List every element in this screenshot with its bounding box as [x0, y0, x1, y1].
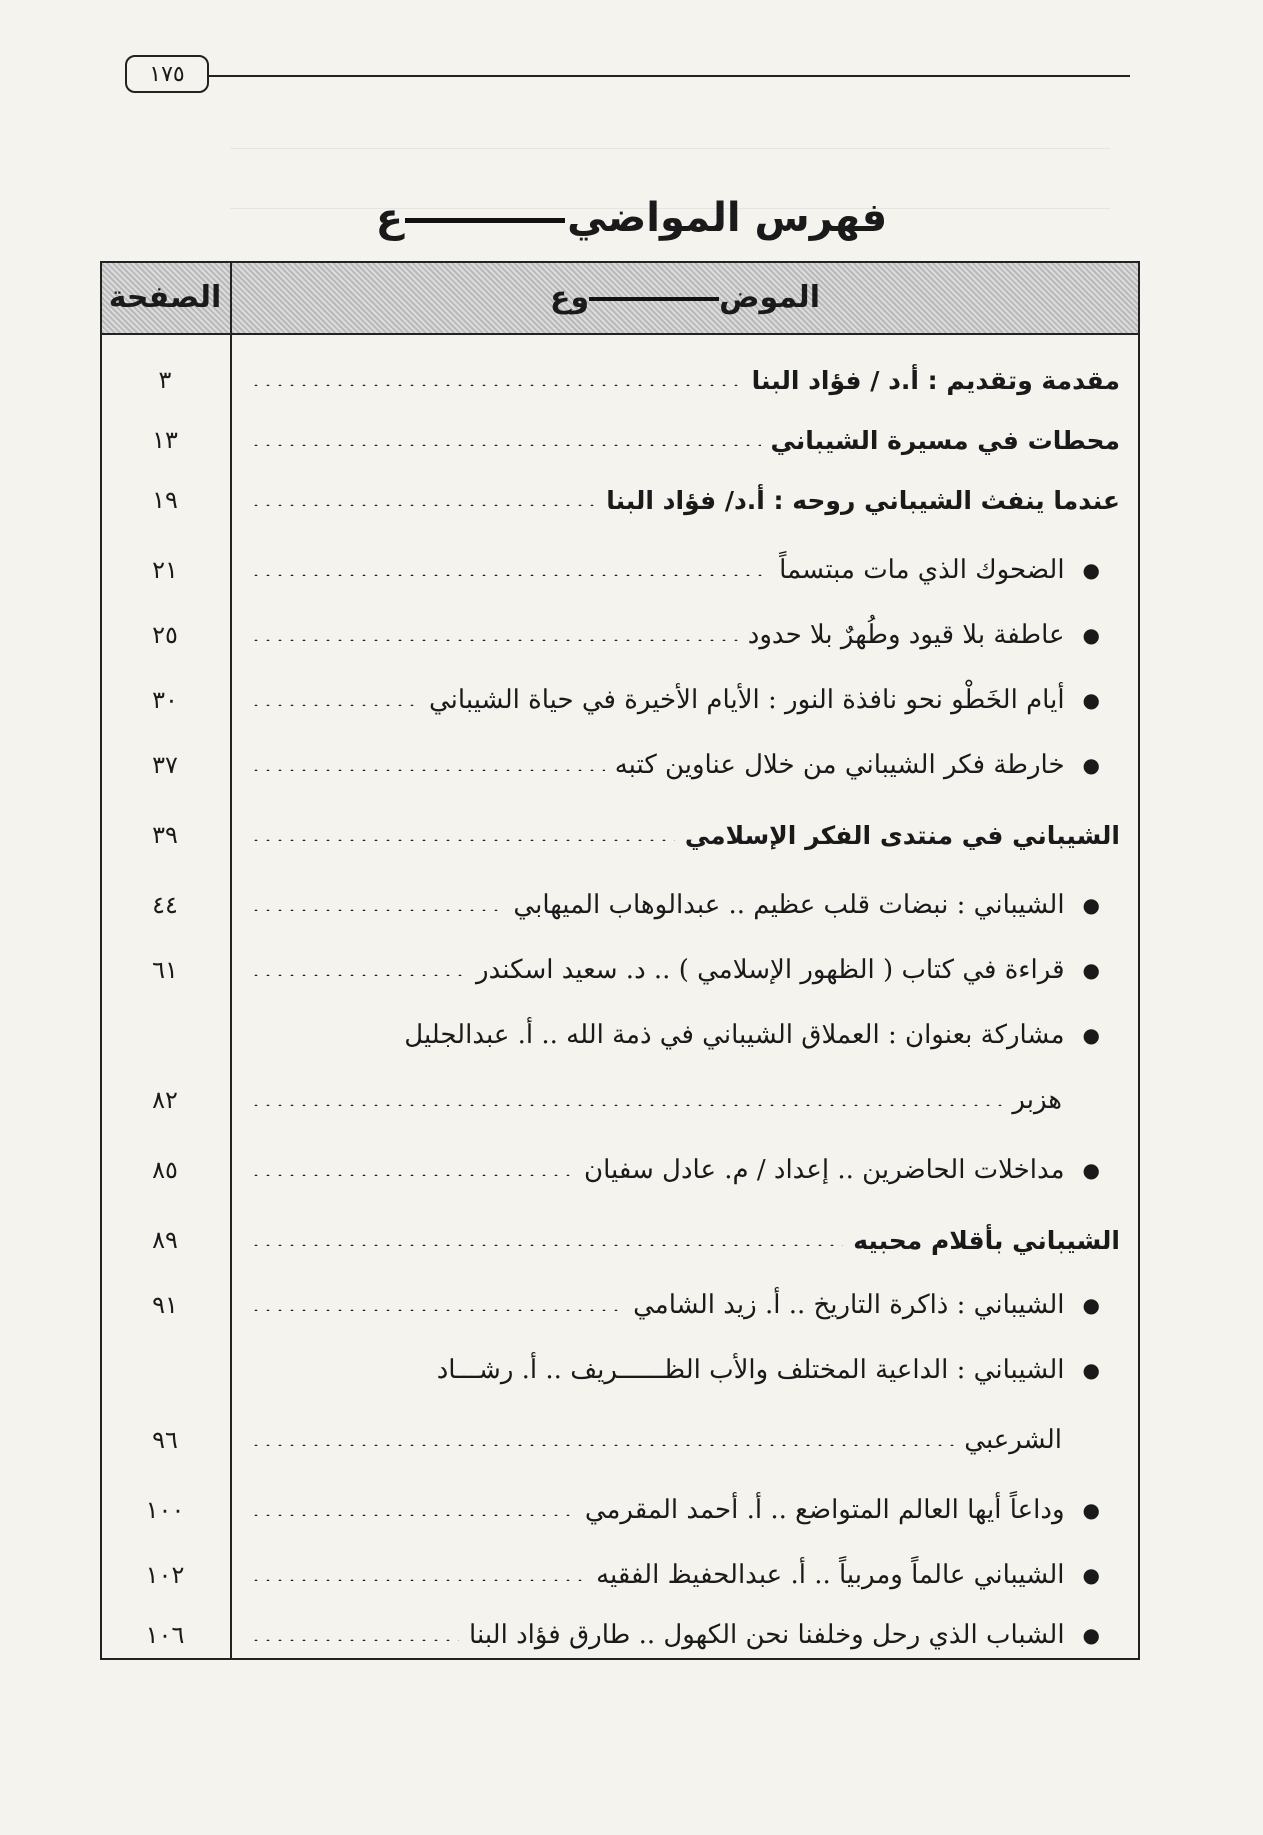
bullet-icon: ● [1082, 623, 1100, 647]
toc-entry-line [250, 1340, 1120, 1400]
toc-page-number: ٦١ [152, 956, 178, 984]
bullet-icon: ● [1082, 688, 1100, 712]
header-page-column: الصفحة [108, 280, 222, 315]
toc-item-title: قراءة في كتاب ( الظهور الإسلامي ) .. د. سعيد اسكندر [476, 955, 1065, 985]
toc-entry [100, 1605, 1140, 1665]
toc-entry [100, 350, 1140, 410]
toc-entry-line [250, 540, 1120, 600]
toc-item-title: الشيباني : الداعية المختلف والأب الظــــــريف .. أ. رشـــاد [436, 1355, 1065, 1385]
title-text-end: ع [375, 195, 404, 241]
toc-entry [100, 1275, 1140, 1335]
toc-item-title: الشباب الذي رحل وخلفنا نحن الكهول .. طارق فؤاد البنا [469, 1620, 1065, 1650]
toc-entry [100, 670, 1140, 730]
dot-leader [250, 839, 675, 841]
dot-leader [250, 1639, 459, 1641]
page-title [0, 195, 1263, 241]
bullet-icon: ● [1082, 958, 1100, 982]
toc-entry-first-line [100, 1340, 1140, 1400]
toc-entry-line [250, 1275, 1120, 1335]
bullet-icon: ● [1082, 1358, 1100, 1382]
toc-section-title: الشيباني في منتدى الفكر الإسلامي [684, 820, 1120, 850]
toc-entry [100, 875, 1140, 935]
title-kashida [405, 218, 565, 223]
header-rule [200, 75, 1130, 77]
dot-leader [250, 704, 419, 706]
toc-page-number: ٨٩ [152, 1226, 178, 1254]
toc-item-title: الشيباني عالماً ومربياً .. أ. عبدالحفيظ الفقيه [596, 1560, 1065, 1590]
toc-item-continuation: هزبر [1012, 1085, 1062, 1115]
dot-leader [250, 909, 503, 911]
dot-leader [250, 1514, 575, 1516]
toc-item-title: عاطفة بلا قيود وطُهرٌ بلا حدود [747, 620, 1065, 650]
toc-page-number: ٢٥ [152, 621, 178, 649]
toc-page-number: ١٩ [152, 486, 178, 514]
toc-entry [100, 1140, 1140, 1200]
dot-leader [250, 1579, 586, 1581]
toc-entry [100, 940, 1140, 1000]
toc-page-number: ٣٩ [152, 821, 178, 849]
toc-entry-line [250, 940, 1120, 1000]
bullet-icon: ● [1082, 1498, 1100, 1522]
toc-entry-continuation [250, 1070, 1120, 1130]
toc-entry-line [250, 875, 1120, 935]
header-kashida [589, 297, 719, 301]
toc-entry [100, 1210, 1140, 1270]
toc-entry-line [250, 1605, 1120, 1665]
toc-entry [100, 410, 1140, 470]
bullet-icon: ● [1082, 1563, 1100, 1587]
toc-page-number: ٨٥ [152, 1156, 178, 1184]
toc-entry [100, 1545, 1140, 1605]
toc-item-title: خارطة فكر الشيباني من خلال عناوين كتبه [614, 750, 1065, 780]
toc-page-number: ٩١ [152, 1291, 178, 1319]
toc-entry-line [250, 605, 1120, 665]
toc-page-number: ١٠٠ [145, 1496, 185, 1524]
toc-item-title: الشيباني : ذاكرة التاريخ .. أ. زيد الشامي [633, 1290, 1065, 1320]
bullet-icon: ● [1082, 753, 1100, 777]
toc-item-title: الشيباني : نبضات قلب عظيم .. عبدالوهاب الميهابي [513, 890, 1065, 920]
dot-leader [250, 1444, 954, 1446]
dot-leader [250, 574, 769, 576]
toc-page-number: ٣٠ [152, 686, 178, 714]
dot-leader [250, 639, 738, 641]
toc-section-title: عندما ينفث الشيباني روحه : أ.د/ فؤاد البنا [606, 485, 1120, 515]
toc-section-title: الشيباني بأقلام محبيه [853, 1225, 1120, 1255]
toc-section-title: محطات في مسيرة الشيباني [770, 425, 1120, 455]
toc-item-title: مداخلات الحاضرين .. إعداد / م. عادل سفيان [583, 1155, 1065, 1185]
bleed-through-line [230, 148, 1110, 149]
dot-leader [250, 769, 605, 771]
toc-item-title: مشاركة بعنوان : العملاق الشيباني في ذمة الله .. أ. عبدالجليل [404, 1020, 1065, 1050]
bullet-icon: ● [1082, 1293, 1100, 1317]
toc-entry-line [250, 1545, 1120, 1605]
toc-page-number: ٤٤ [152, 891, 178, 919]
toc-entry-line [250, 670, 1120, 730]
toc-item-title: الضحوك الذي مات مبتسماً [779, 555, 1065, 585]
dot-leader [250, 1104, 1002, 1106]
toc-entry-continuation [250, 1410, 1120, 1470]
toc-page-number: ٢١ [152, 556, 178, 584]
toc-page-number: ٣ [158, 366, 172, 394]
toc-section-title: مقدمة وتقديم : أ.د / فؤاد البنا [751, 365, 1120, 395]
toc-page-number: ١٣ [152, 426, 178, 454]
dot-leader [250, 444, 761, 446]
title-text-start: فهرس المواضي [567, 195, 888, 241]
toc-page-number: ٨٢ [152, 1086, 178, 1114]
toc-entry-line [250, 1210, 1120, 1270]
dot-leader [250, 384, 742, 386]
toc-item-title: وداعاً أيها العالم المتواضع .. أ. أحمد المقرمي [584, 1495, 1065, 1525]
toc-entry [100, 805, 1140, 865]
toc-entry-first-line [100, 1005, 1140, 1065]
toc-item-title: أيام الخَطْو نحو نافذة النور : الأيام الأخيرة في حياة الشيباني [429, 685, 1065, 715]
toc-entry [100, 1480, 1140, 1540]
bullet-icon: ● [1082, 1023, 1100, 1047]
bullet-icon: ● [1082, 1623, 1100, 1647]
toc-page-number: ١٠٢ [145, 1561, 185, 1589]
toc-entry [100, 735, 1140, 795]
toc-entry-line [250, 1480, 1120, 1540]
toc-entry [100, 470, 1140, 530]
bullet-icon: ● [1082, 558, 1100, 582]
dot-leader [250, 504, 596, 506]
page-number: ١٧٥ [125, 55, 209, 93]
header-topic-start: الموض [719, 280, 820, 315]
dot-leader [250, 1174, 574, 1176]
toc-entry [100, 1070, 1140, 1130]
bullet-icon: ● [1082, 893, 1100, 917]
toc-entry-line [250, 1005, 1120, 1065]
toc-entry [100, 540, 1140, 600]
toc-page-number: ٩٦ [152, 1426, 178, 1454]
dot-leader [250, 974, 466, 976]
dot-leader [250, 1309, 623, 1311]
header-topic-column [230, 280, 1140, 320]
dot-leader [250, 1244, 843, 1246]
toc-item-continuation: الشرعبي [964, 1425, 1062, 1455]
toc-entry-line [250, 735, 1120, 795]
bullet-icon: ● [1082, 1158, 1100, 1182]
header-topic-end: وع [550, 280, 590, 315]
toc-entry-line [250, 470, 1120, 530]
toc-entry-line [250, 410, 1120, 470]
toc-entry [100, 605, 1140, 665]
toc-entry-line [250, 1140, 1120, 1200]
toc-entry [100, 1410, 1140, 1470]
toc-page-number: ٣٧ [152, 751, 178, 779]
toc-page-number: ١٠٦ [145, 1621, 185, 1649]
toc-entry-line [250, 350, 1120, 410]
toc-entry-line [250, 805, 1120, 865]
